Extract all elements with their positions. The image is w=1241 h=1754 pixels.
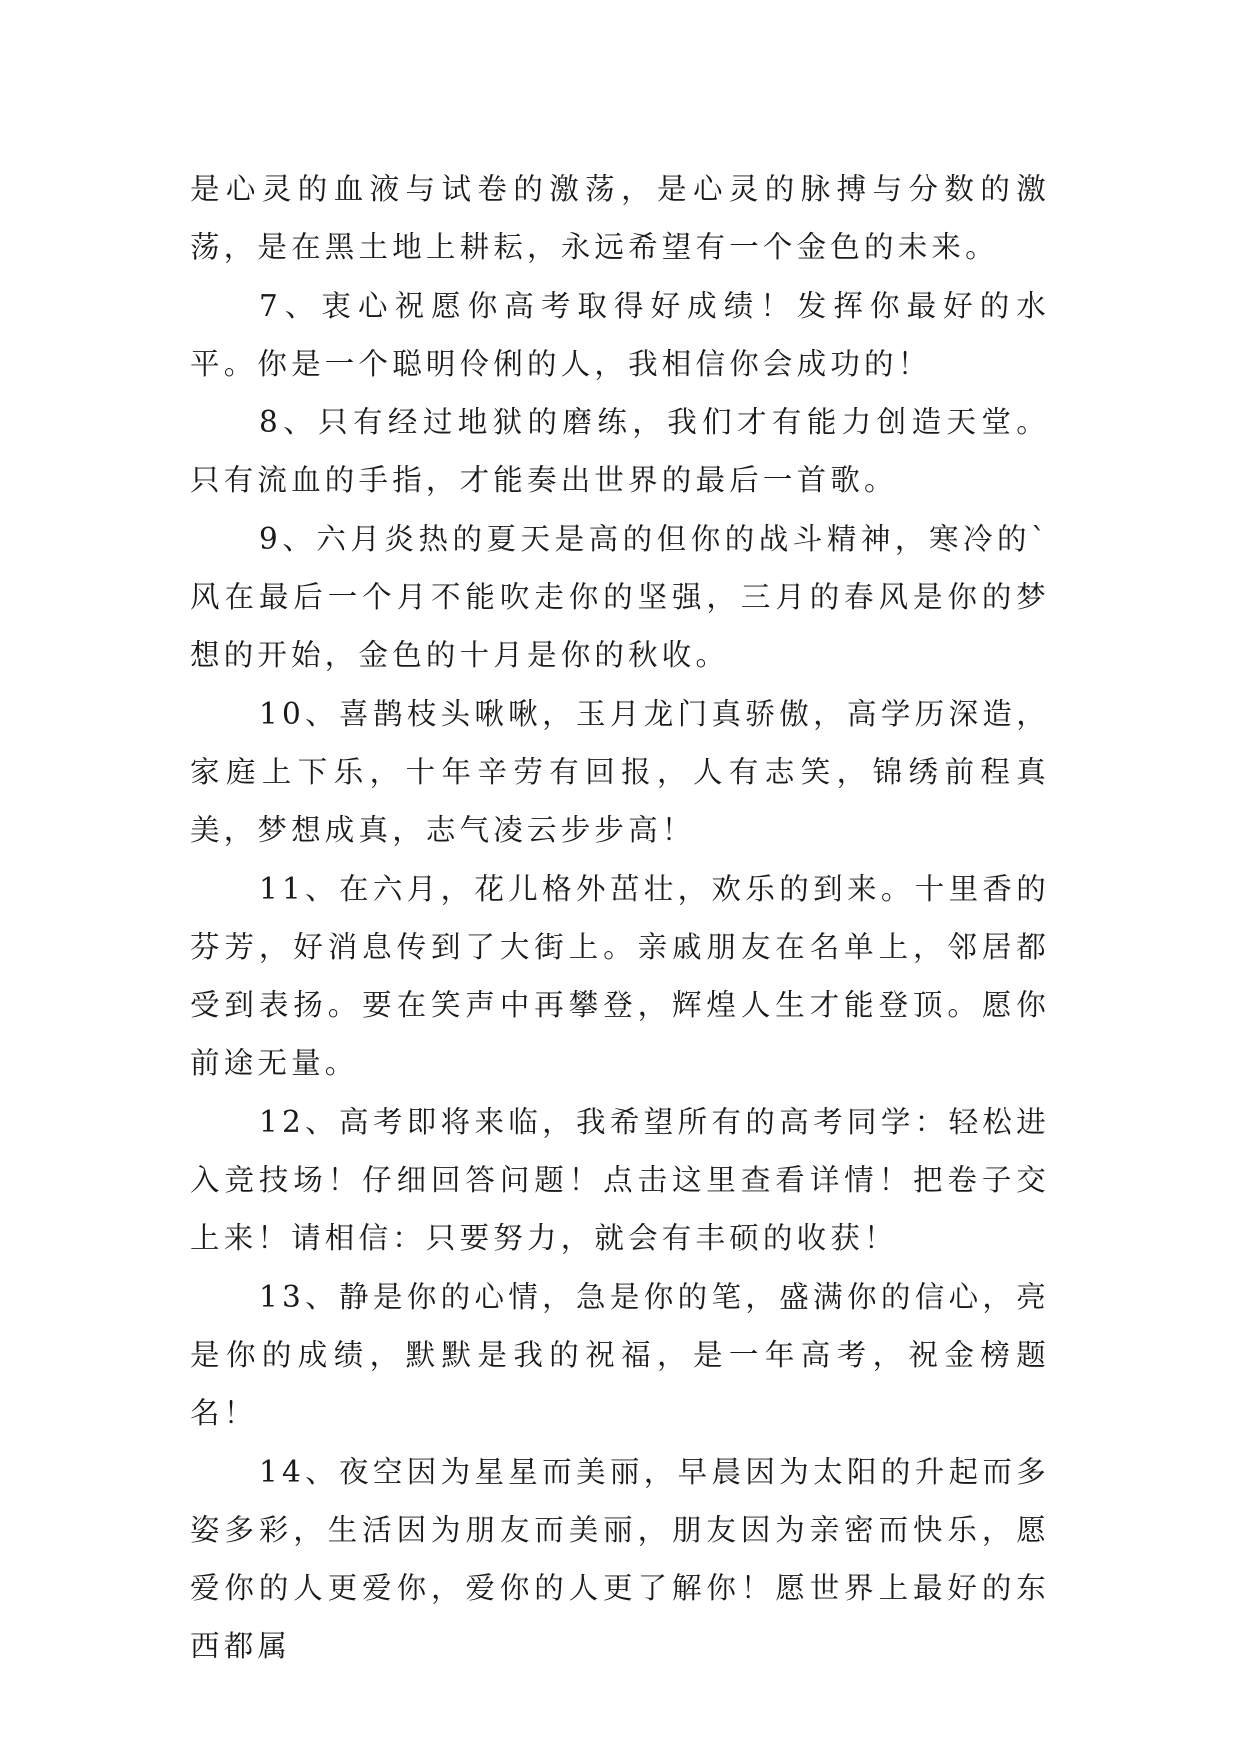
text-line: 有流血的手指，才能奏出世界的最后一首歌。 [223,463,898,498]
paragraph [190,160,1050,277]
text-line: 14、夜空因为星星而美丽，早晨因为太阳的升起而多姿 [190,1454,1050,1547]
document-page [190,160,1050,1676]
paragraph [190,393,1050,510]
text-line: 12、高考即将来临，我希望所有的高考同学：轻松进入 [190,1104,1050,1198]
text-line: 是在黑土地上耕耘，永远希望有一个金色的未来。 [257,230,999,265]
text-line: 量。 [291,1046,359,1081]
text-line: 你的成绩，默默是我的祝福，是一年高考，祝金榜题名！ [190,1337,1050,1431]
text-line: 在最后一个月不能吹走你的坚强，三月的春风是你的梦想的 [190,580,1050,673]
text-line: 庭上下乐，十年辛劳有回报，人有志笑，锦绣前程真美，梦 [190,754,1050,848]
text-line: 8、只有经过地狱的磨练，我们才有能力创造天堂。只 [190,405,1050,498]
paragraph [190,1093,1050,1268]
text-line: 7、衷心祝愿你高考取得好成绩！发挥你最好的水平。 [190,288,1050,381]
paragraph [190,277,1050,394]
paragraph [190,685,1050,860]
text-line: 10、喜鹊枝头啾啾，玉月龙门真骄傲，高学历深造，家 [190,696,1050,789]
paragraph [190,1268,1050,1443]
text-line: 13、静是你的心情，急是你的笔，盛满你的信心，亮是 [190,1279,1050,1372]
paragraph [190,1443,1050,1676]
text-line: 竞技场！仔细回答问题！点击这里查看详情！把卷子交上 [190,1163,1050,1256]
text-line: 芳，好消息传到了大街上。亲戚朋友在名单上，邻居都受到 [190,929,1050,1023]
text-line: 多彩，生活因为朋友而美丽，朋友因为亲密而快乐，愿爱你 [190,1512,1050,1606]
text-line: 想成真，志气凌云步步高！ [291,813,696,848]
text-line: 是心灵的血液与试卷的激荡，是心灵的脉搏与分数的激荡， [190,172,1050,265]
text-line: 开始，金色的十月是你的秋收。 [257,638,730,673]
text-line: 你是一个聪明伶俐的人，我相信你会成功的！ [257,346,932,381]
text-line: 表扬。要在笑声中再攀登，辉煌人生才能登顶。愿你前途无 [190,988,1050,1081]
text-line: 11、在六月，花儿格外茁壮，欢乐的到来。十里香的芬 [190,871,1050,964]
text-line: 的人更爱你，爱你的人更了解你！愿世界上最好的东西都属 [190,1571,1050,1664]
paragraph [190,510,1050,685]
text-line: 来！请相信：只要努力，就会有丰硕的收获！ [223,1221,898,1256]
text-line: 9、六月炎热的夏天是高的但你的战斗精神，寒冷的`风 [190,521,1050,615]
paragraph [190,860,1050,1093]
